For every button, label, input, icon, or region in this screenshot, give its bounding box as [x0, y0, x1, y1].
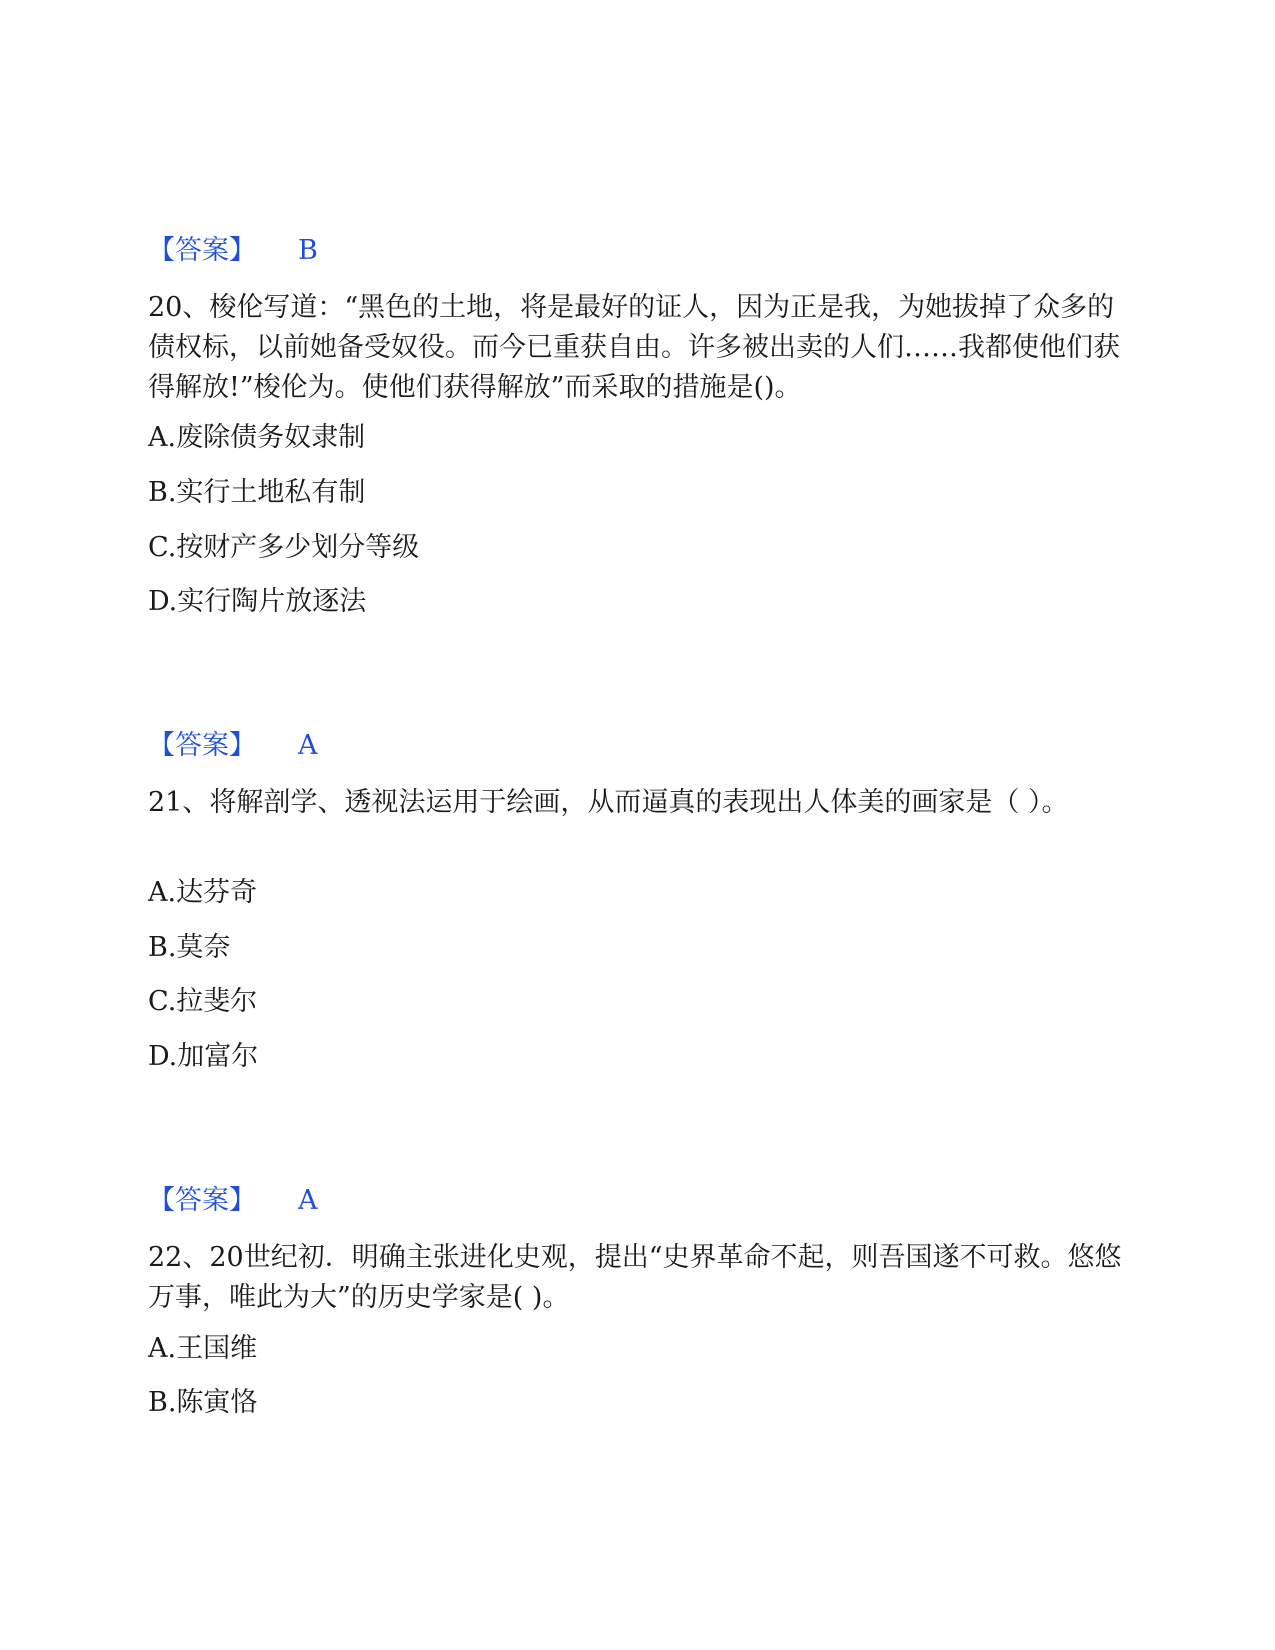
- option-c: C.拉斐尔: [148, 986, 258, 1017]
- option-a: A.达芬奇: [148, 877, 258, 908]
- option-b: B.陈寅恪: [148, 1387, 258, 1418]
- answer-line: [148, 1184, 318, 1218]
- question-text: 22、20世纪初．明确主张进化史观，提出“史界革命不起，则吾国遂不可救。悠悠万事，唯此为大”的历史学家是( )。: [148, 1242, 1122, 1313]
- option-a: A.王国维: [148, 1333, 258, 1364]
- option-b: B.莫奈: [148, 932, 231, 963]
- answer-label: 【答案】: [148, 730, 256, 761]
- answer-line: [148, 729, 318, 763]
- answer-value: A: [298, 1185, 318, 1216]
- answer-label: 【答案】: [148, 1185, 256, 1216]
- question-text: 21、将解剖学、透视法运用于绘画，从而逼真的表现出人体美的画家是（ ）。: [148, 787, 1069, 818]
- answer-value: A: [298, 730, 318, 761]
- option-d: D.实行陶片放逐法: [148, 586, 367, 617]
- answer-value: B: [298, 235, 318, 266]
- option-d: D.加富尔: [148, 1041, 259, 1072]
- option-a: A.废除债务奴隶制: [148, 422, 366, 453]
- answer-label: 【答案】: [148, 235, 256, 266]
- option-b: B.实行土地私有制: [148, 477, 366, 508]
- option-c: C.按财产多少划分等级: [148, 532, 420, 563]
- question-text: 20、梭伦写道：“黑色的土地，将是最好的证人，因为正是我，为她拔掉了众多的债权标，以前她备受奴役。而今已重获自由。许多被出卖的人们……我都使他们获得解放!”梭伦为。使他们获得解放”而采取的措施是()。: [148, 292, 1120, 403]
- answer-line: [148, 234, 318, 268]
